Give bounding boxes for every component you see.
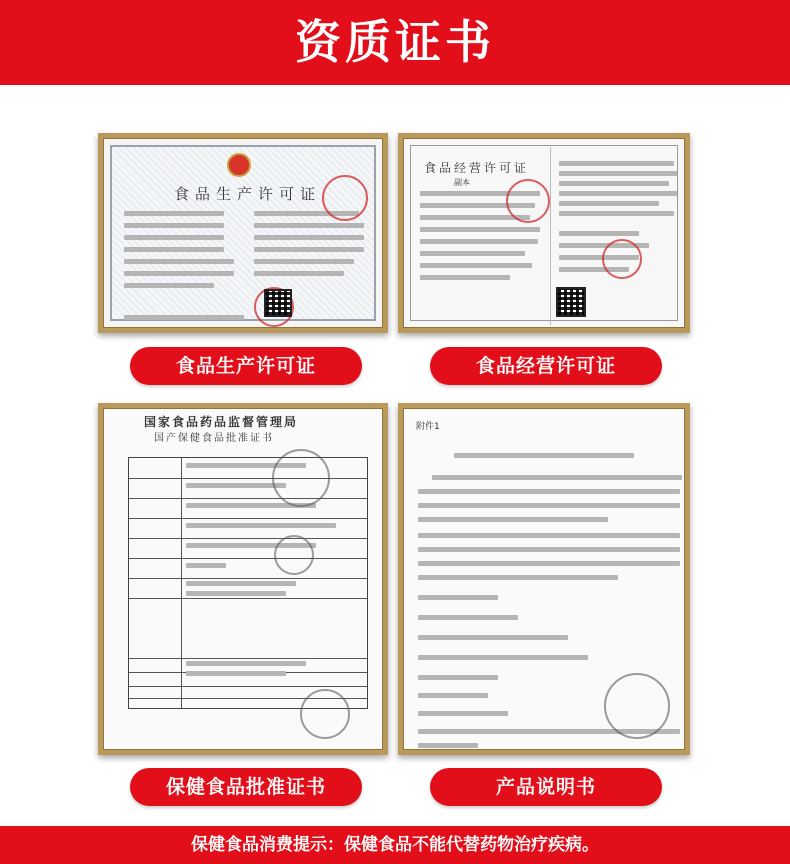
qr-code: [556, 287, 586, 317]
certificate-frame-business-license: [398, 133, 690, 333]
caption-production-license: 食品生产许可证: [130, 347, 362, 385]
doc-subtitle: 副本: [454, 178, 470, 187]
qr-code: [264, 289, 292, 317]
red-seal: [602, 239, 642, 279]
seal: [300, 689, 350, 739]
doc-title: 国家食品药品监督管理局: [144, 415, 299, 429]
red-seal: [506, 179, 550, 223]
doc-title: 食品生产许可证: [174, 185, 322, 203]
page-title: 资质证书: [295, 15, 495, 69]
red-seal: [322, 175, 368, 221]
doc-subtitle: 国产保健食品批准证书: [154, 433, 274, 444]
certificate-image-product-manual: [403, 408, 685, 750]
caption-business-license: 食品经营许可证: [430, 347, 662, 385]
certificate-frame-production-license: [98, 133, 388, 333]
certificate-frame-product-manual: [398, 403, 690, 755]
caption-health-food-approval: 保健食品批准证书: [130, 768, 362, 806]
consumer-notice-banner: 保健食品消费提示：保健食品不能代替药物治疗疾病。: [0, 826, 790, 864]
certificate-frame-health-food-approval: [98, 403, 388, 755]
seal: [272, 449, 330, 507]
caption-product-manual: 产品说明书: [430, 768, 662, 806]
certificate-image-business-license: [403, 138, 685, 328]
certificate-image-health-food-approval: [103, 408, 383, 750]
certificate-image-production-license: [103, 138, 383, 328]
national-emblem: [227, 153, 251, 177]
seal: [604, 673, 670, 739]
doc-title: 附件1: [416, 422, 440, 432]
doc-title: 食品经营许可证: [424, 161, 530, 175]
seal: [274, 535, 314, 575]
